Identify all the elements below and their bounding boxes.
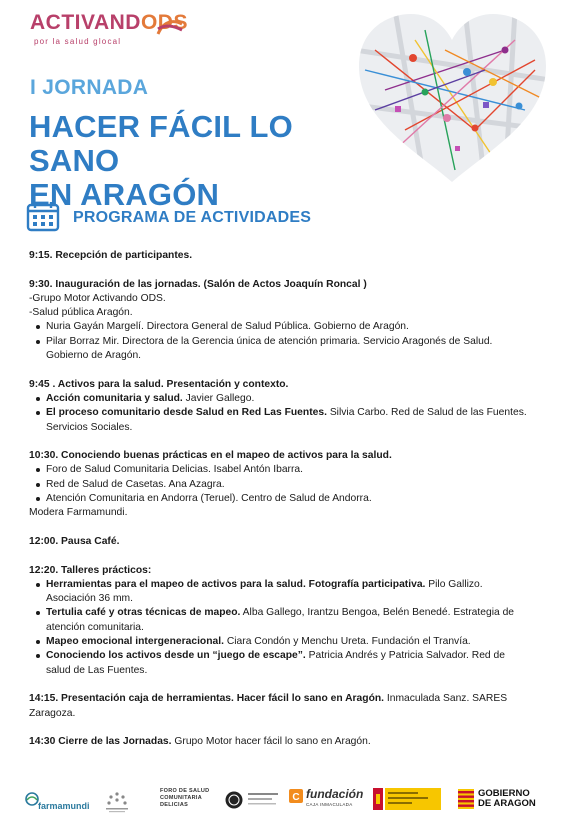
- agenda-bullet: [29, 392, 529, 406]
- gobierno-aragon-logo: [458, 788, 536, 814]
- agenda-text: Grupo Motor hacer fácil lo sano en Aragón.: [171, 736, 371, 748]
- agenda-item-assets: [29, 378, 529, 435]
- agenda-bullet-text: Alba Gallego, Irantzu Bengoa, Belén Benedé. Estrategia de atención comunitaria.: [46, 607, 515, 633]
- agenda-bullet-text: Ciara Condón y Menchu Ureta. Fundación el Tranvía.: [223, 636, 471, 648]
- farmamundi-logo: [24, 792, 90, 811]
- agenda: [29, 249, 529, 764]
- logo-swoosh-icon: [156, 18, 184, 38]
- agenda-bullet-title: Conociendo los activos desde un “juego de escape”.: [46, 650, 306, 662]
- page-title-line2: EN ARAGÓN: [29, 177, 220, 212]
- agenda-line: -Salud pública Aragón.: [29, 307, 133, 319]
- grupo-motor-logo: [104, 790, 130, 814]
- agenda-bullet-title: Mapeo emocional intergeneracional.: [46, 636, 224, 648]
- gobierno-aragon-line2: DE ARAGON: [478, 798, 536, 809]
- agenda-time-heading: 9:30. Inauguración de las jornadas. (Salón de Actos Joaquín Roncal ): [29, 278, 367, 290]
- agenda-bullet: [29, 406, 529, 435]
- program-heading: PROGRAMA DE ACTIVIDADES: [73, 209, 312, 226]
- agenda-bullet: [29, 578, 529, 607]
- aragon-flag-icon: [458, 789, 474, 809]
- calendar-icon: [26, 200, 60, 232]
- agenda-bullet-title: El proceso comunitario desde Salud en Red Las Fuentes.: [46, 407, 327, 419]
- agenda-item-coffee: [29, 535, 529, 549]
- logo-tagline: por la salud glocal: [34, 37, 122, 46]
- fundacion-caja-inmaculada-logo: [289, 787, 364, 808]
- agenda-item-opening: [29, 278, 529, 364]
- agenda-bullet: Red de Salud de Casetas. Ana Azagra.: [29, 478, 529, 492]
- farmamundi-wordmark: farmamundi: [38, 801, 90, 811]
- event-kicker: I JORNADA: [30, 76, 149, 99]
- agenda-item-workshops: [29, 564, 529, 678]
- agenda-time-heading: 14:30 Cierre de las Jornadas.: [29, 736, 172, 748]
- activando-ods-logo: [30, 10, 190, 50]
- gobierno-espana-logo: [373, 788, 441, 810]
- agenda-time-heading: 12:00. Pausa Café.: [29, 535, 120, 547]
- page-title-line1: HACER FÁCIL LO SANO: [29, 109, 293, 178]
- agenda-time-heading: 12:20. Talleres prácticos:: [29, 564, 152, 576]
- logo-wordmark-b: ODS: [140, 11, 188, 34]
- agenda-item-good-practices: [29, 449, 529, 520]
- gobierno-aragon-line1: GOBIERNO: [478, 788, 530, 799]
- agenda-time-heading: 9:15. Recepción de participantes.: [29, 250, 193, 261]
- agenda-bullet-text: Javier Gallego.: [182, 392, 255, 404]
- agenda-bullet: Pilar Borraz Mir. Directora de la Gerencia única de atención primaria. Servicio Aragonés de Salud. Gobierno de Aragón.: [29, 335, 529, 364]
- agenda-bullet-text: Silvia Carbo. Red de Salud de las Fuentes. Servicios Sociales.: [46, 407, 527, 433]
- agenda-bullet-title: Tertulia café y otras técnicas de mapeo.: [46, 607, 241, 619]
- agenda-text: Inmaculada Sanz. SARES Zaragoza.: [29, 693, 508, 719]
- agenda-bullet: Atención Comunitaria en Andorra (Teruel). Centro de Salud de Andorra.: [29, 492, 529, 506]
- agenda-bullet-title: Herramientas para el mapeo de activos para la salud. Fotografía participativa.: [46, 578, 426, 590]
- agenda-item-reception: [29, 249, 529, 263]
- fundacion-subtitle: CAJA INMACULADA: [306, 802, 353, 807]
- logo-wordmark-a: ACTIVAND: [30, 11, 141, 34]
- svg-text:C: C: [292, 792, 300, 803]
- agenda-time-heading: 14:15. Presentación caja de herramientas. Hacer fácil lo sano en Aragón.: [29, 693, 385, 705]
- agenda-bullet-title: Acción comunitaria y salud.: [46, 392, 183, 404]
- agenda-item-toolbox: [29, 692, 529, 721]
- agenda-item-closing: [29, 735, 529, 749]
- agenda-line: -Grupo Motor Activando ODS.: [29, 292, 166, 304]
- gobierno-aragon-wordmark: [478, 789, 536, 809]
- agenda-bullet-text: Pilo Gallizo. Asociación 36 mm.: [46, 578, 483, 605]
- agenda-bullet: [29, 606, 529, 635]
- agenda-moderator: Modera Farmamundi.: [29, 507, 128, 519]
- agenda-bullet: Nuria Gayán Margelí. Directora General de Salud Pública. Gobierno de Aragón.: [29, 320, 529, 334]
- agenda-time-heading: 9:45 . Activos para la salud. Presentación y contexto.: [29, 378, 289, 390]
- foro-salud-delicias-logo: FORO DE SALUD COMUNITARIA DELICIAS: [160, 788, 210, 808]
- agenda-time-heading: 10:30. Conociendo buenas prácticas en el mapeo de activos para la salud.: [29, 450, 392, 462]
- agenda-bullet: Foro de Salud Comunitaria Delicias. Isabel Antón Ibarra.: [29, 463, 529, 477]
- agenda-bullet: [29, 649, 529, 678]
- agenda-bullet-text: Patricia Andrés y Patricia Salvador. Red de salud de Las Fuentes.: [46, 650, 505, 676]
- fundacion-text-logo: [248, 791, 282, 809]
- page-title: [29, 110, 374, 212]
- fundacion-seal-logo: [224, 790, 244, 810]
- agenda-bullet: [29, 635, 529, 649]
- sponsor-logos: [0, 772, 566, 825]
- fundacion-mark-icon: [289, 789, 303, 803]
- fundacion-wordmark: fundación: [306, 787, 364, 801]
- heart-map-image: [355, 10, 550, 185]
